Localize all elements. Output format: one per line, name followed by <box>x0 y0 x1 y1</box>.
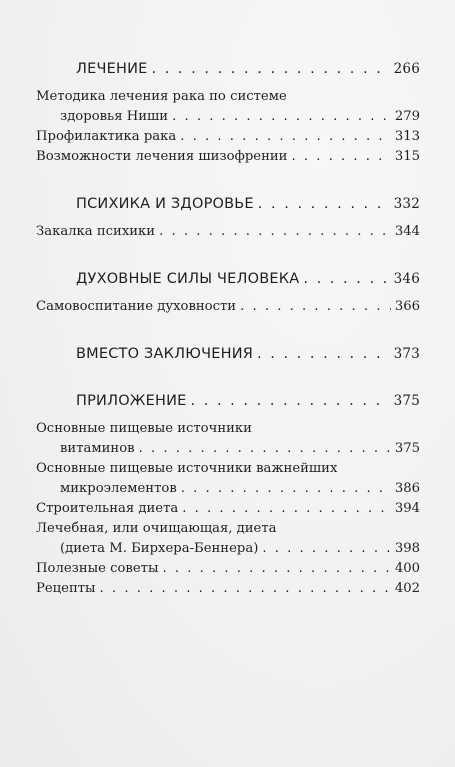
dot-leader <box>303 270 389 289</box>
entry-text: здоровья Ниши <box>60 109 169 124</box>
page-number: 366 <box>394 299 420 314</box>
dot-leader <box>262 539 390 559</box>
entry-text: Полезные советы <box>36 561 159 576</box>
dot-leader <box>182 499 391 519</box>
dot-leader <box>258 195 390 214</box>
entry-text: микроэлементов <box>60 481 177 496</box>
page-number: 315 <box>394 149 420 164</box>
entry-text: (диета М. Бирхера-Беннера) <box>60 541 259 556</box>
entry-text: Самовоспитание духовности <box>36 299 237 314</box>
toc-section-heading <box>36 195 420 214</box>
page-number: 375 <box>393 393 420 409</box>
section-title: ЛЕЧЕНИЕ <box>76 61 148 77</box>
page-number: 394 <box>394 501 420 516</box>
table-of-contents <box>36 60 420 599</box>
entry-text: Методика лечения рака по системе <box>36 89 287 104</box>
dot-leader <box>100 579 391 599</box>
page-number: 398 <box>394 541 420 556</box>
entry-continuation <box>36 439 420 459</box>
dot-leader <box>240 297 391 317</box>
entry-text: Основные пищевые источники важнейших <box>36 461 338 476</box>
page-number: 400 <box>394 561 420 576</box>
toc-section-heading <box>36 270 420 289</box>
page-number: 279 <box>394 109 420 124</box>
toc-section-heading <box>36 392 420 411</box>
dot-leader <box>159 222 391 242</box>
page-number: 386 <box>394 481 420 496</box>
section-title: ПРИЛОЖЕНИЕ <box>76 393 187 409</box>
toc-entry <box>36 147 420 167</box>
page-number: 266 <box>393 61 420 77</box>
toc-entry <box>36 297 420 317</box>
page-number: 346 <box>393 271 420 287</box>
entry-continuation <box>36 539 420 559</box>
page-number: 313 <box>394 129 420 144</box>
page-number: 402 <box>394 581 420 596</box>
section-title: ПСИХИКА И ЗДОРОВЬЕ <box>76 196 254 212</box>
entry-continuation <box>36 107 420 127</box>
toc-entry <box>36 87 420 127</box>
entry-text: Основные пищевые источники <box>36 421 252 436</box>
page-number: 375 <box>394 441 420 456</box>
entry-text: Возможности лечения шизофрении <box>36 149 288 164</box>
entry-text: Профилактика рака <box>36 129 177 144</box>
dot-leader <box>191 392 390 411</box>
toc-section-heading <box>36 60 420 79</box>
toc-entry <box>36 499 420 519</box>
page-number: 373 <box>393 346 420 362</box>
toc-entry <box>36 579 420 599</box>
toc-section-heading <box>36 345 420 364</box>
toc-entry <box>36 419 420 459</box>
dot-leader <box>180 127 391 147</box>
dot-leader <box>257 345 390 364</box>
entry-continuation <box>36 479 420 499</box>
dot-leader <box>181 479 391 499</box>
toc-entry <box>36 559 420 579</box>
entry-text: Строительная диета <box>36 501 179 516</box>
dot-leader <box>139 439 391 459</box>
dot-leader <box>291 147 390 167</box>
dot-leader <box>172 107 391 127</box>
section-title: ВМЕСТО ЗАКЛЮЧЕНИЯ <box>76 346 254 362</box>
dot-leader <box>162 559 390 579</box>
toc-entry <box>36 222 420 242</box>
page-number: 344 <box>394 224 420 239</box>
entry-text: Лечебная, или очищающая, диета <box>36 521 277 536</box>
entry-text: витаминов <box>60 441 135 456</box>
page-number: 332 <box>393 196 420 212</box>
dot-leader <box>151 60 389 79</box>
toc-entry <box>36 519 420 559</box>
toc-entry <box>36 459 420 499</box>
section-title: ДУХОВНЫЕ СИЛЫ ЧЕЛОВЕКА <box>76 271 300 287</box>
toc-entry <box>36 127 420 147</box>
entry-text: Рецепты <box>36 581 96 596</box>
entry-text: Закалка психики <box>36 224 156 239</box>
